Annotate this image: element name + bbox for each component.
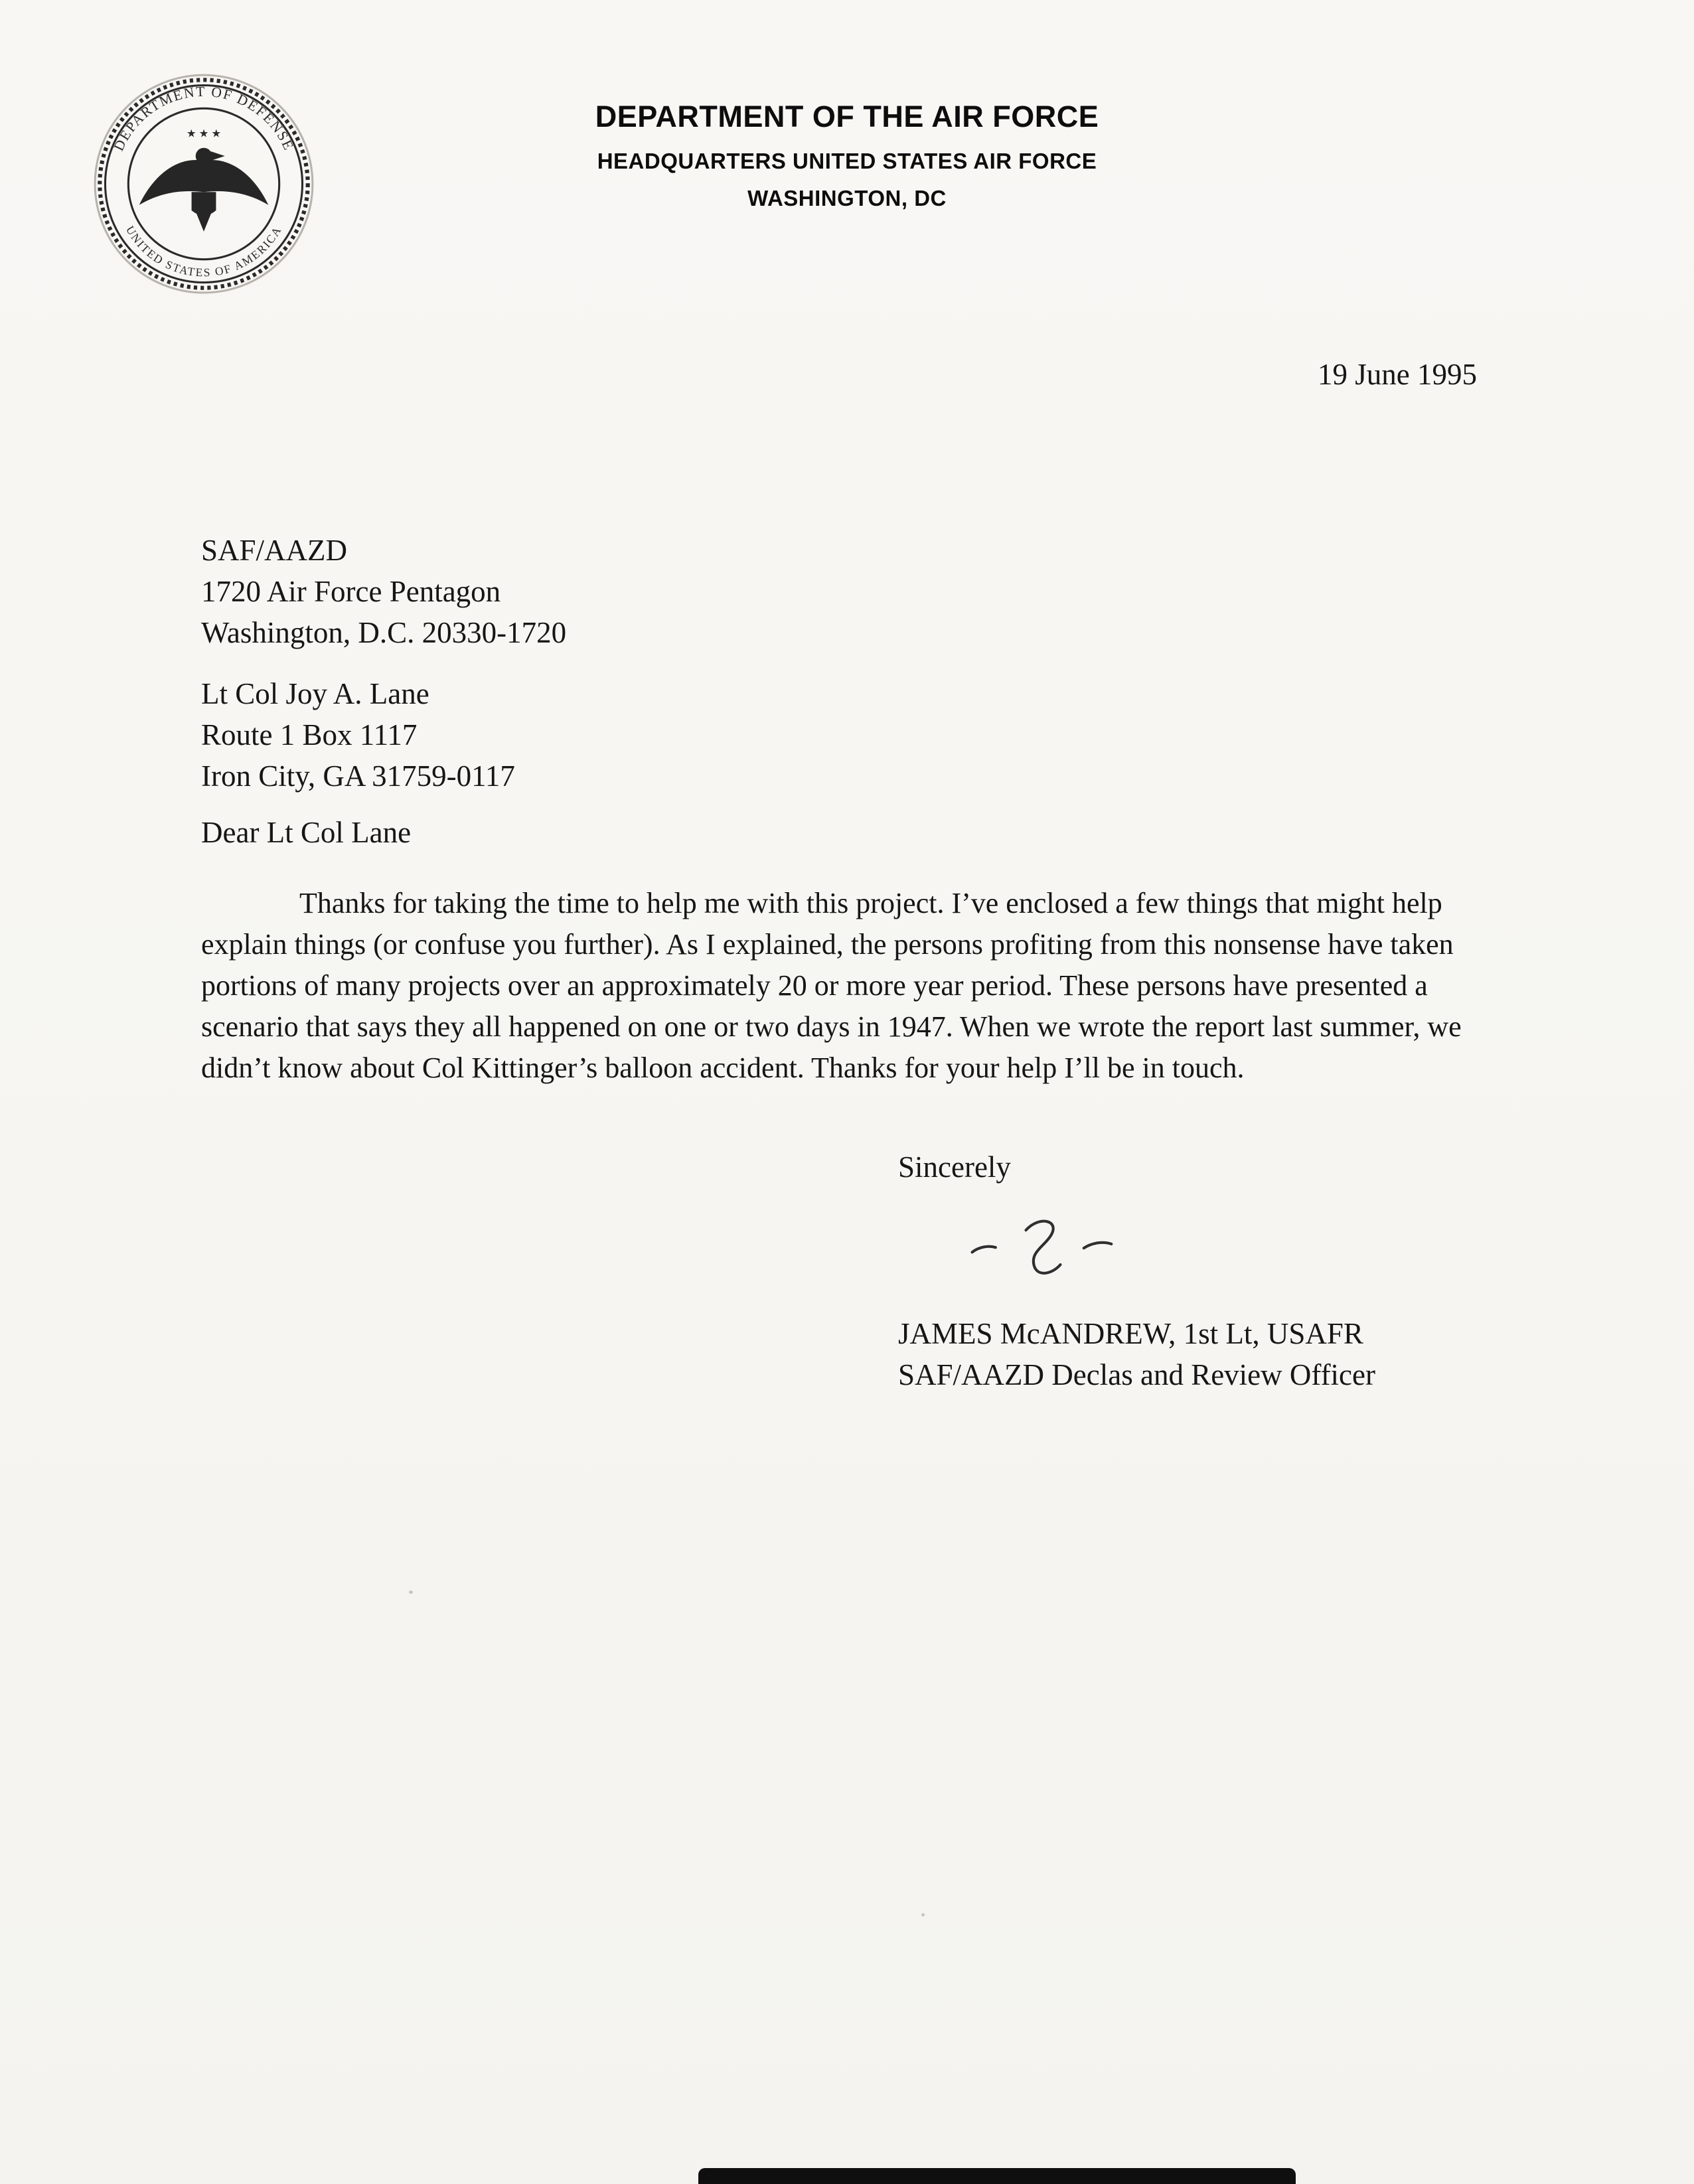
sender-line-city: Washington, D.C. 20330-1720: [201, 616, 567, 649]
recipient-line-city: Iron City, GA 31759-0117: [201, 759, 515, 793]
signature-block: [898, 1313, 1375, 1395]
date-line: 19 June 1995: [1318, 358, 1477, 391]
recipient-line-street: Route 1 Box 1117: [201, 718, 418, 751]
sender-line-office: SAF/AAZD: [201, 534, 348, 567]
letterhead: [0, 100, 1694, 211]
signature-scribble: [963, 1209, 1142, 1299]
recipient-line-name: Lt Col Joy A. Lane: [201, 677, 429, 710]
letterhead-department: DEPARTMENT OF THE AIR FORCE: [595, 100, 1099, 133]
valediction: Sincerely: [898, 1150, 1011, 1184]
seal-top-text: DEPARTMENT OF DEFENSE: [110, 83, 297, 154]
seal-stars: ★ ★ ★: [186, 127, 222, 140]
signer-name: JAMES McANDREW, 1st Lt, USAFR: [898, 1317, 1363, 1350]
body-paragraph: Thanks for taking the time to help me with this project. I’ve enclosed a few things that might help explain things (or confuse you further). As I explained, the persons profiting from this nonsense have taken portions of many projects over an approximately 20 or more year period. These persons have presented a scenario that says they all happened on one or two days in 1947. When we wrote the report last summer, we didn’t know about Col Kittinger’s balloon accident. Thanks for your help I’ll be in touch.: [201, 887, 1462, 1084]
scan-speck: [409, 1591, 413, 1594]
recipient-address-block: [201, 673, 515, 797]
sender-line-street: 1720 Air Force Pentagon: [201, 575, 501, 608]
letterhead-headquarters: HEADQUARTERS UNITED STATES AIR FORCE: [597, 149, 1097, 173]
signer-title: SAF/AAZD Declas and Review Officer: [898, 1358, 1375, 1391]
seal-bottom-text: UNITED STATES OF AMERICA: [123, 223, 285, 279]
scan-artifact-bar: [698, 2168, 1296, 2184]
salutation: Dear Lt Col Lane: [201, 816, 412, 849]
letterhead-location: WASHINGTON, DC: [747, 186, 947, 210]
sender-address-block: [201, 530, 566, 653]
scan-speck: [921, 1913, 925, 1916]
